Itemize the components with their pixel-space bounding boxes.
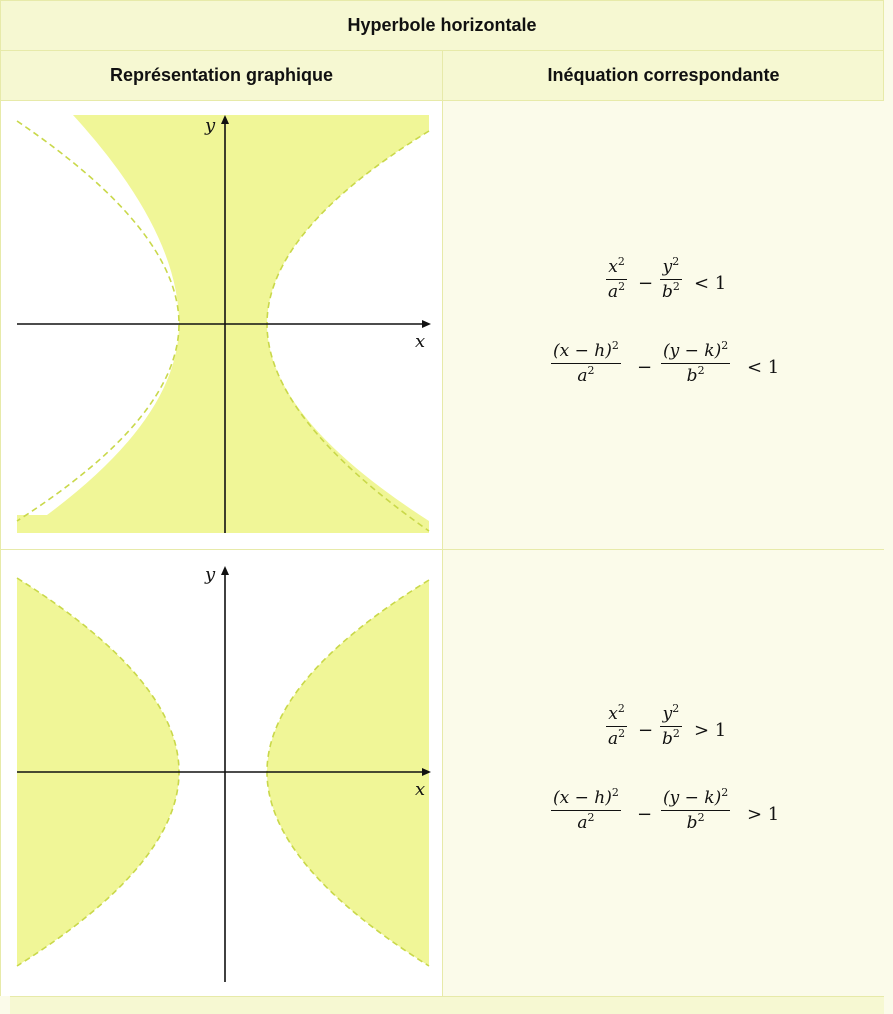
relation-gt-1: > 1 [694, 720, 727, 741]
x-axis-label: x [415, 331, 426, 352]
fraction-xh2-a2: $\frac{(x - h)^2}{a^2}$ [553, 339, 619, 386]
fraction-yk2-b2: $\frac{(y - k)^2}{b^2}$ [663, 339, 729, 386]
minus-sign: − [637, 804, 653, 825]
x-axis-arrow [422, 320, 431, 328]
inequation-cell [443, 550, 884, 996]
fraction-x2-a2: $\frac{x^2}{a^2}$ [608, 702, 626, 749]
minus-sign: − [638, 273, 654, 294]
relation-lt-1: < 1 [694, 273, 727, 294]
fraction-y2-b2: $\frac{y^2}{b^2}$ [662, 255, 680, 302]
graph-cell [1, 550, 443, 996]
table-row [1, 550, 883, 996]
table-title: Hyperbole horizontale [1, 1, 883, 51]
inequation-formulas [443, 101, 884, 549]
fraction-x2-a2: $\frac{x^2}{a^2}$ [608, 255, 626, 302]
x-axis-label: x [415, 779, 426, 800]
hyperbola-graph-outside [1, 550, 442, 995]
inequation-cell [443, 101, 884, 549]
hyperbola-graph-inside [1, 101, 442, 549]
minus-sign: − [637, 357, 653, 378]
y-axis-label: y [205, 564, 216, 585]
fraction-xh2-a2: $\frac{(x - h)^2}{a^2}$ [553, 786, 619, 833]
minus-sign: − [638, 720, 654, 741]
relation-gt-1: > 1 [747, 804, 780, 825]
y-axis-label: y [205, 115, 216, 136]
graph-cell [1, 101, 443, 549]
table-row [1, 101, 883, 550]
relation-lt-1: < 1 [747, 357, 780, 378]
header-inequation: Inéquation correspondante [547, 65, 780, 85]
inequation-formulas [443, 550, 884, 996]
fraction-yk2-b2: $\frac{(y - k)^2}{b^2}$ [663, 786, 729, 833]
header-row [1, 51, 883, 101]
header-graph: Représentation graphique [1, 51, 443, 100]
y-axis-arrow [221, 566, 229, 575]
fraction-y2-b2: $\frac{y^2}{b^2}$ [662, 702, 680, 749]
horizontal-scrollbar-track[interactable] [10, 996, 884, 1014]
